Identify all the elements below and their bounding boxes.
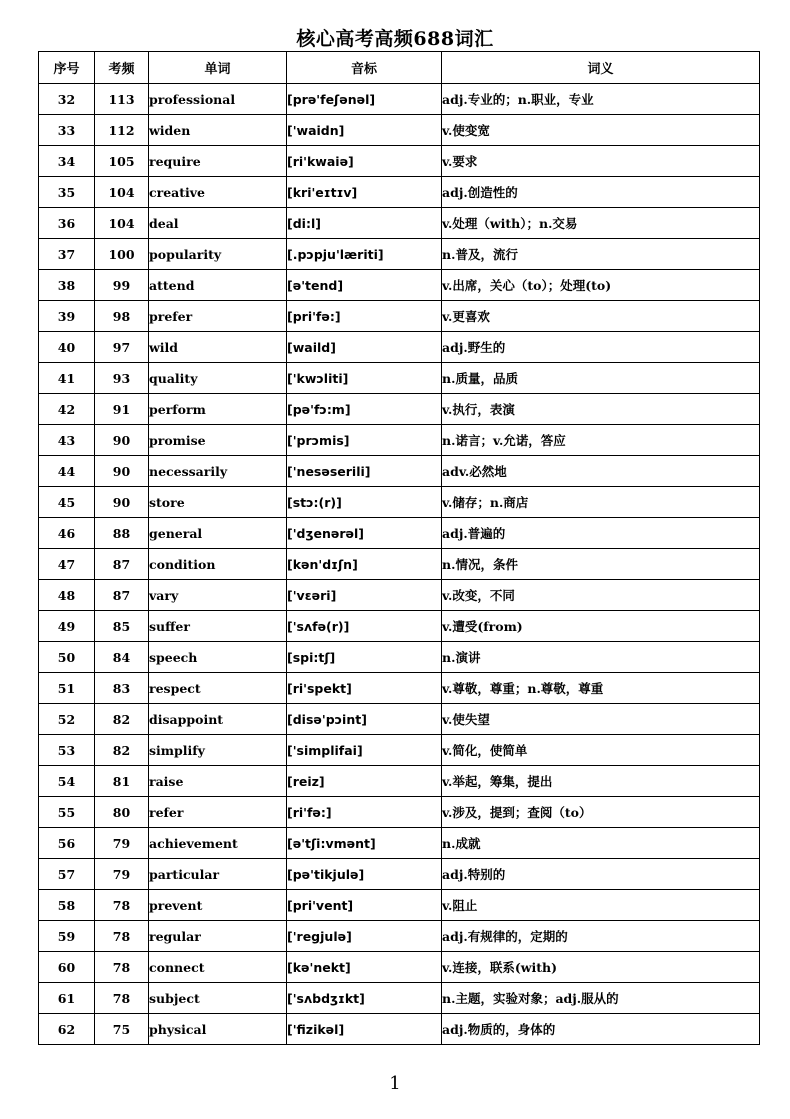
row-frequency: 78 <box>95 952 149 983</box>
header-num: 序号 <box>39 52 95 84</box>
row-phonetic: [ri'kwaiə] <box>287 146 442 177</box>
row-frequency: 104 <box>95 208 149 239</box>
table-row <box>39 549 760 580</box>
row-definition: adj.物质的，身体的 <box>442 1014 760 1045</box>
row-phonetic: [pə'fɔ:m] <box>287 394 442 425</box>
row-word: store <box>149 487 287 518</box>
table-row <box>39 208 760 239</box>
table-row <box>39 84 760 115</box>
row-definition: v.储存；n.商店 <box>442 487 760 518</box>
row-frequency: 105 <box>95 146 149 177</box>
row-word: simplify <box>149 735 287 766</box>
row-frequency: 98 <box>95 301 149 332</box>
row-frequency: 82 <box>95 704 149 735</box>
row-definition: v.阻止 <box>442 890 760 921</box>
table-row <box>39 487 760 518</box>
row-number: 39 <box>39 301 95 332</box>
row-number: 47 <box>39 549 95 580</box>
table-row <box>39 921 760 952</box>
row-phonetic: [.pɔpju'læriti] <box>287 239 442 270</box>
row-phonetic: [reiz] <box>287 766 442 797</box>
row-number: 33 <box>39 115 95 146</box>
header-word: 单词 <box>149 52 287 84</box>
table-row <box>39 797 760 828</box>
row-word: achievement <box>149 828 287 859</box>
row-number: 38 <box>39 270 95 301</box>
row-word: general <box>149 518 287 549</box>
table-row <box>39 301 760 332</box>
row-definition: v.改变，不同 <box>442 580 760 611</box>
row-frequency: 85 <box>95 611 149 642</box>
table-row <box>39 735 760 766</box>
row-number: 32 <box>39 84 95 115</box>
row-word: speech <box>149 642 287 673</box>
row-phonetic: ['vɛəri] <box>287 580 442 611</box>
row-definition: v.使变宽 <box>442 115 760 146</box>
row-definition: adj.特别的 <box>442 859 760 890</box>
row-phonetic: [ri'fə:] <box>287 797 442 828</box>
row-frequency: 75 <box>95 1014 149 1045</box>
row-number: 37 <box>39 239 95 270</box>
row-definition: v.执行，表演 <box>442 394 760 425</box>
row-definition: v.更喜欢 <box>442 301 760 332</box>
row-number: 49 <box>39 611 95 642</box>
row-phonetic: ['simplifai] <box>287 735 442 766</box>
row-frequency: 82 <box>95 735 149 766</box>
row-number: 61 <box>39 983 95 1014</box>
row-phonetic: [waild] <box>287 332 442 363</box>
row-word: regular <box>149 921 287 952</box>
row-word: suffer <box>149 611 287 642</box>
row-number: 53 <box>39 735 95 766</box>
row-word: connect <box>149 952 287 983</box>
row-frequency: 97 <box>95 332 149 363</box>
table-row <box>39 859 760 890</box>
row-frequency: 90 <box>95 425 149 456</box>
row-definition: v.尊敬，尊重；n.尊敬，尊重 <box>442 673 760 704</box>
header-freq: 考频 <box>95 52 149 84</box>
row-definition: adj.有规律的，定期的 <box>442 921 760 952</box>
row-word: physical <box>149 1014 287 1045</box>
row-phonetic: ['kwɔliti] <box>287 363 442 394</box>
row-definition: n.成就 <box>442 828 760 859</box>
row-word: subject <box>149 983 287 1014</box>
row-phonetic: [spi:tʃ] <box>287 642 442 673</box>
table-row <box>39 270 760 301</box>
row-number: 51 <box>39 673 95 704</box>
row-frequency: 88 <box>95 518 149 549</box>
row-number: 35 <box>39 177 95 208</box>
row-word: prefer <box>149 301 287 332</box>
row-phonetic: ['sʌbdʒɪkt] <box>287 983 442 1014</box>
row-frequency: 80 <box>95 797 149 828</box>
row-frequency: 104 <box>95 177 149 208</box>
row-frequency: 93 <box>95 363 149 394</box>
row-frequency: 83 <box>95 673 149 704</box>
row-word: deal <box>149 208 287 239</box>
row-definition: n.普及，流行 <box>442 239 760 270</box>
row-word: vary <box>149 580 287 611</box>
row-definition: adj.专业的；n.职业，专业 <box>442 84 760 115</box>
row-word: particular <box>149 859 287 890</box>
row-definition: adj.野生的 <box>442 332 760 363</box>
row-definition: v.涉及，提到；查阅（to） <box>442 797 760 828</box>
row-number: 43 <box>39 425 95 456</box>
row-phonetic: [kə'nekt] <box>287 952 442 983</box>
row-number: 62 <box>39 1014 95 1045</box>
row-word: quality <box>149 363 287 394</box>
page-number: 1 <box>389 1073 401 1094</box>
header-def: 词义 <box>442 52 760 84</box>
table-row <box>39 766 760 797</box>
table-row <box>39 425 760 456</box>
row-number: 40 <box>39 332 95 363</box>
row-phonetic: ['dʒenərəl] <box>287 518 442 549</box>
row-phonetic: [prə'feʃənəl] <box>287 84 442 115</box>
row-definition: v.要求 <box>442 146 760 177</box>
row-word: raise <box>149 766 287 797</box>
table-row <box>39 673 760 704</box>
table-row <box>39 952 760 983</box>
row-frequency: 78 <box>95 890 149 921</box>
table-row <box>39 146 760 177</box>
row-frequency: 79 <box>95 859 149 890</box>
row-number: 59 <box>39 921 95 952</box>
row-frequency: 100 <box>95 239 149 270</box>
row-definition: adv.必然地 <box>442 456 760 487</box>
table-row <box>39 115 760 146</box>
row-definition: v.处理（with）；n.交易 <box>442 208 760 239</box>
row-frequency: 84 <box>95 642 149 673</box>
document-title: 核心高考高频688词汇 <box>296 28 494 50</box>
row-phonetic: [kri'eɪtɪv] <box>287 177 442 208</box>
row-definition: adj.创造性的 <box>442 177 760 208</box>
row-number: 57 <box>39 859 95 890</box>
row-phonetic: ['waidn] <box>287 115 442 146</box>
table-row <box>39 1014 760 1045</box>
row-number: 41 <box>39 363 95 394</box>
table-row <box>39 611 760 642</box>
table-row <box>39 518 760 549</box>
row-phonetic: [pri'vent] <box>287 890 442 921</box>
row-phonetic: ['nesəserili] <box>287 456 442 487</box>
row-number: 60 <box>39 952 95 983</box>
row-number: 50 <box>39 642 95 673</box>
row-word: attend <box>149 270 287 301</box>
table-row <box>39 332 760 363</box>
row-frequency: 113 <box>95 84 149 115</box>
table-header-row <box>39 52 760 84</box>
row-frequency: 79 <box>95 828 149 859</box>
row-definition: v.使失望 <box>442 704 760 735</box>
row-number: 48 <box>39 580 95 611</box>
row-frequency: 81 <box>95 766 149 797</box>
table-row <box>39 177 760 208</box>
row-definition: n.质量，品质 <box>442 363 760 394</box>
row-definition: v.简化，使简单 <box>442 735 760 766</box>
row-phonetic: [ə'tend] <box>287 270 442 301</box>
row-number: 36 <box>39 208 95 239</box>
row-word: prevent <box>149 890 287 921</box>
row-phonetic: ['regjulə] <box>287 921 442 952</box>
row-definition: v.出席，关心（to）；处理(to) <box>442 270 760 301</box>
row-phonetic: [disə'pɔint] <box>287 704 442 735</box>
row-definition: n.情况，条件 <box>442 549 760 580</box>
row-number: 54 <box>39 766 95 797</box>
row-word: professional <box>149 84 287 115</box>
row-definition: n.演讲 <box>442 642 760 673</box>
table-row <box>39 580 760 611</box>
row-number: 45 <box>39 487 95 518</box>
table-row <box>39 394 760 425</box>
row-phonetic: [ə'tʃi:vmənt] <box>287 828 442 859</box>
row-frequency: 78 <box>95 921 149 952</box>
row-word: necessarily <box>149 456 287 487</box>
row-number: 42 <box>39 394 95 425</box>
row-phonetic: ['sʌfə(r)] <box>287 611 442 642</box>
row-definition: v.连接，联系(with) <box>442 952 760 983</box>
row-phonetic: [di:l] <box>287 208 442 239</box>
row-frequency: 87 <box>95 549 149 580</box>
row-number: 56 <box>39 828 95 859</box>
table-row <box>39 456 760 487</box>
row-frequency: 87 <box>95 580 149 611</box>
row-number: 44 <box>39 456 95 487</box>
row-word: promise <box>149 425 287 456</box>
table-row <box>39 239 760 270</box>
row-word: wild <box>149 332 287 363</box>
row-phonetic: [ri'spekt] <box>287 673 442 704</box>
row-definition: n.诺言；v.允诺，答应 <box>442 425 760 456</box>
row-number: 58 <box>39 890 95 921</box>
header-ipa: 音标 <box>287 52 442 84</box>
row-number: 55 <box>39 797 95 828</box>
row-word: refer <box>149 797 287 828</box>
table-row <box>39 363 760 394</box>
row-phonetic: [stɔ:(r)] <box>287 487 442 518</box>
row-phonetic: [pə'tikjulə] <box>287 859 442 890</box>
row-word: require <box>149 146 287 177</box>
row-phonetic: ['fizikəl] <box>287 1014 442 1045</box>
row-frequency: 99 <box>95 270 149 301</box>
row-phonetic: [kən'dɪʃn] <box>287 549 442 580</box>
row-frequency: 78 <box>95 983 149 1014</box>
row-frequency: 112 <box>95 115 149 146</box>
row-number: 34 <box>39 146 95 177</box>
row-word: popularity <box>149 239 287 270</box>
row-frequency: 90 <box>95 487 149 518</box>
vocabulary-table <box>38 51 760 1045</box>
row-word: respect <box>149 673 287 704</box>
row-frequency: 90 <box>95 456 149 487</box>
row-definition: v.举起，筹集，提出 <box>442 766 760 797</box>
table-row <box>39 828 760 859</box>
table-row <box>39 983 760 1014</box>
row-definition: n.主题，实验对象；adj.服从的 <box>442 983 760 1014</box>
row-frequency: 91 <box>95 394 149 425</box>
table-row <box>39 642 760 673</box>
row-number: 46 <box>39 518 95 549</box>
row-definition: v.遭受(from) <box>442 611 760 642</box>
row-phonetic: [pri'fə:] <box>287 301 442 332</box>
table-row <box>39 890 760 921</box>
row-phonetic: ['prɔmis] <box>287 425 442 456</box>
row-word: creative <box>149 177 287 208</box>
row-word: disappoint <box>149 704 287 735</box>
row-definition: adj.普遍的 <box>442 518 760 549</box>
table-row <box>39 704 760 735</box>
table-body <box>39 84 760 1045</box>
row-word: condition <box>149 549 287 580</box>
row-number: 52 <box>39 704 95 735</box>
row-word: perform <box>149 394 287 425</box>
row-word: widen <box>149 115 287 146</box>
